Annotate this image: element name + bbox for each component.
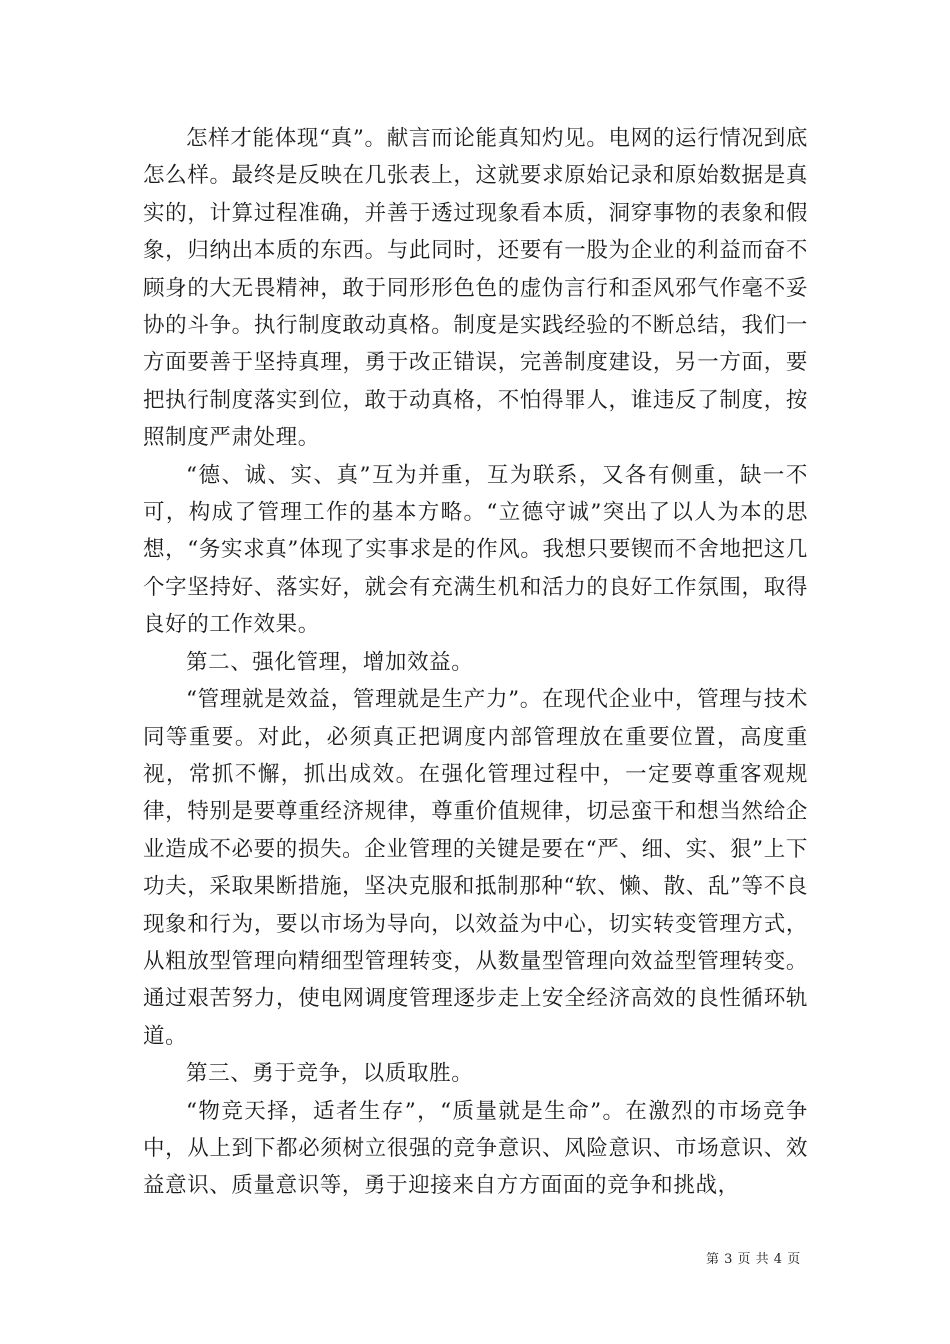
paragraph-competition: “物竞天择，适者生存”，“质量就是生命”。在激烈的市场竞争中，从上到下都必须树立很强的竞争意识、风险意识、市场意识、效益意识、质量意识等，勇于迎接来自方方面面的竞争和挑战， xyxy=(143,1098,808,1199)
paragraph-virtues: “德、诚、实、真”互为并重，互为联系，又各有侧重，缺一不可，构成了管理工作的基本方略。“立德守诚”突出了以人为本的思想，“务实求真”体现了实事求是的作风。我想只要锲而不舍地把这几个字坚持好、落实好，就会有充满生机和活力的良好工作氛围，取得良好的工作效果。 xyxy=(143,462,808,638)
section-heading-management: 第二、强化管理，增加效益。 xyxy=(186,649,474,675)
paragraph-management: “管理就是效益，管理就是生产力”。在现代企业中，管理与技术同等重要。对此，必须真正把调度内部管理放在重要位置，高度重视，常抓不懈，抓出成效。在强化管理过程中，一定要尊重客观规律，特别是要尊重经济规律，尊重价值规律，切忌蛮干和想当然给企业造成不必要的损失。企业管理的关键是要在“严、细、实、狠”上下功夫，采取果断措施，坚决克服和抵制那种“软、懒、散、乱”等不良现象和行为，要以市场为导向，以效益为中心，切实转变管理方式，从粗放型管理向精细型管理转变，从数量型管理向效益型管理转变。通过艰苦努力，使电网调度管理逐步走上安全经济高效的良性循环轨道。 xyxy=(143,687,808,1049)
section-heading-competition: 第三、勇于竞争，以质取胜。 xyxy=(186,1061,474,1087)
page-number: 第 3 页 共 4 页 xyxy=(706,1252,801,1267)
document-body xyxy=(143,120,808,1205)
paragraph-truth: 怎样才能体现“真”。献言而论能真知灼见。电网的运行情况到底怎么样。最终是反映在几张表上，这就要求原始记录和原始数据是真实的，计算过程准确，并善于透过现象看本质，洞穿事物的表象和假象，归纳出本质的东西。与此同时，还要有一股为企业的利益而奋不顾身的大无畏精神，敢于同形形色色的虚伪言行和歪风邪气作毫不妥协的斗争。执行制度敢动真格。制度是实践经验的不断总结，我们一方面要善于坚持真理，勇于改正错误，完善制度建设，另一方面，要把执行制度落实到位，敢于动真格，不怕得罪人，谁违反了制度，按照制度严肃处理。 xyxy=(143,126,808,451)
